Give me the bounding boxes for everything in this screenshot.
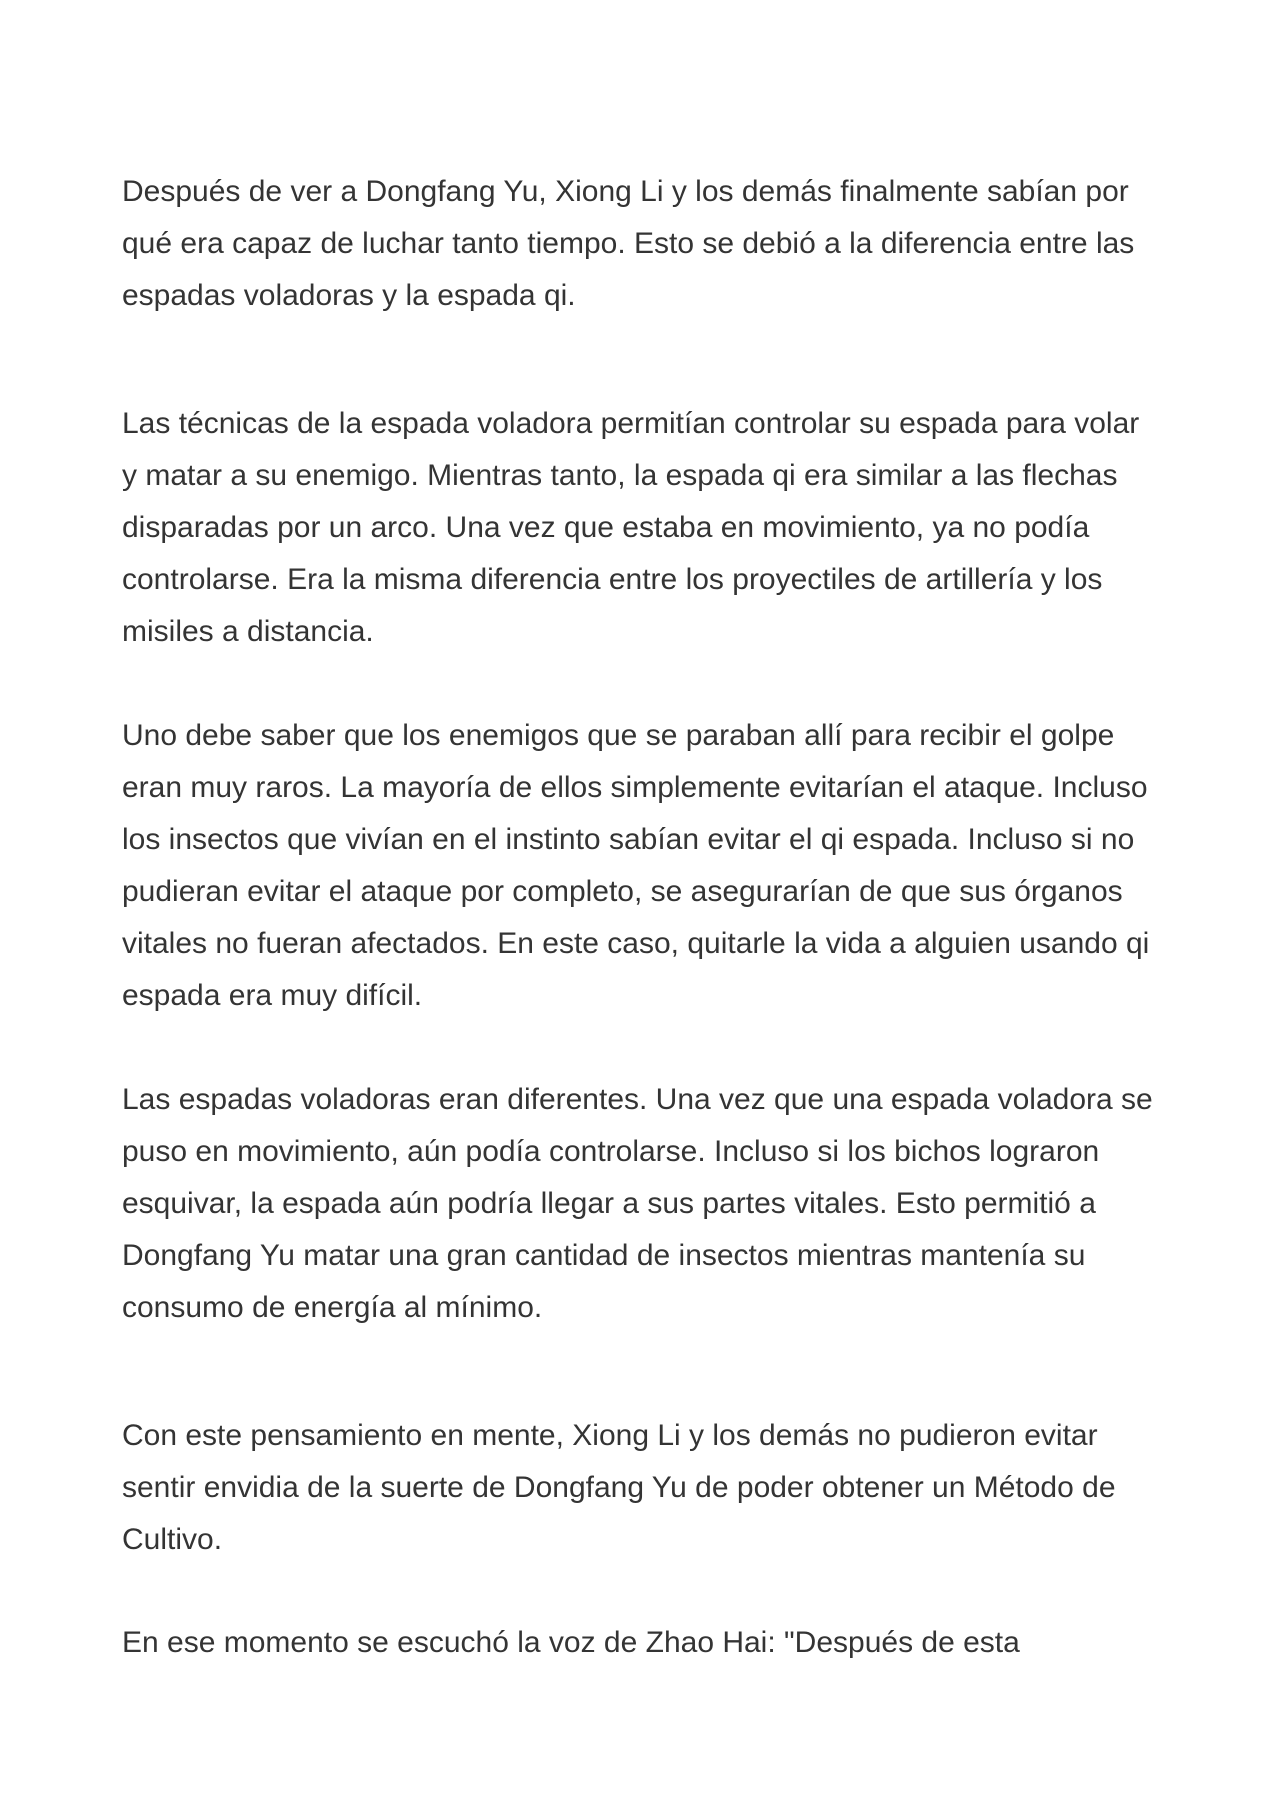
text-line: puso en movimiento, aún podía controlarse. Incluso si los bichos lograron xyxy=(122,1135,1100,1168)
paragraph-5 xyxy=(122,1410,1280,1566)
text-line: Dongfang Yu matar una gran cantidad de insectos mientras mantenía su xyxy=(122,1239,1086,1272)
paragraph-3 xyxy=(122,710,1280,1022)
text-line: Las espadas voladoras eran diferentes. Una vez que una espada voladora se xyxy=(122,1083,1153,1116)
paragraph-6 xyxy=(122,1617,1280,1669)
paragraph-2 xyxy=(122,398,1280,658)
paragraph-1 xyxy=(122,166,1280,322)
text-line: y matar a su enemigo. Mientras tanto, la espada qi era similar a las flechas xyxy=(122,459,1118,492)
text-line: eran muy raros. La mayoría de ellos simplemente evitarían el ataque. Incluso xyxy=(122,771,1148,804)
text-line: los insectos que vivían en el instinto sabían evitar el qi espada. Incluso si no xyxy=(122,823,1135,856)
text-line: espada era muy difícil. xyxy=(122,979,423,1012)
text-line: sentir envidia de la suerte de Dongfang Yu de poder obtener un Método de xyxy=(122,1471,1116,1504)
text-line: misiles a distancia. xyxy=(122,615,374,648)
text-line: Cultivo. xyxy=(122,1523,223,1556)
text-line: controlarse. Era la misma diferencia entre los proyectiles de artillería y los xyxy=(122,563,1103,596)
text-line: Las técnicas de la espada voladora permitían controlar su espada para volar xyxy=(122,407,1140,440)
text-line: disparadas por un arco. Una vez que estaba en movimiento, ya no podía xyxy=(122,511,1090,544)
text-line: esquivar, la espada aún podría llegar a sus partes vitales. Esto permitió a xyxy=(122,1187,1096,1220)
text-line: En ese momento se escuchó la voz de Zhao Hai: "Después de esta xyxy=(122,1626,1020,1659)
text-line: pudieran evitar el ataque por completo, se asegurarían de que sus órganos xyxy=(122,875,1123,908)
text-line: espadas voladoras y la espada qi. xyxy=(122,279,576,312)
text-line: vitales no fueran afectados. En este caso, quitarle la vida a alguien usando qi xyxy=(122,927,1150,960)
text-line: Después de ver a Dongfang Yu, Xiong Li y los demás finalmente sabían por xyxy=(122,175,1129,208)
text-line: qué era capaz de luchar tanto tiempo. Esto se debió a la diferencia entre las xyxy=(122,227,1135,260)
text-line: consumo de energía al mínimo. xyxy=(122,1291,543,1324)
paragraph-4 xyxy=(122,1074,1280,1334)
text-line: Uno debe saber que los enemigos que se paraban allí para recibir el golpe xyxy=(122,719,1115,752)
text-line: Con este pensamiento en mente, Xiong Li y los demás no pudieron evitar xyxy=(122,1419,1098,1452)
